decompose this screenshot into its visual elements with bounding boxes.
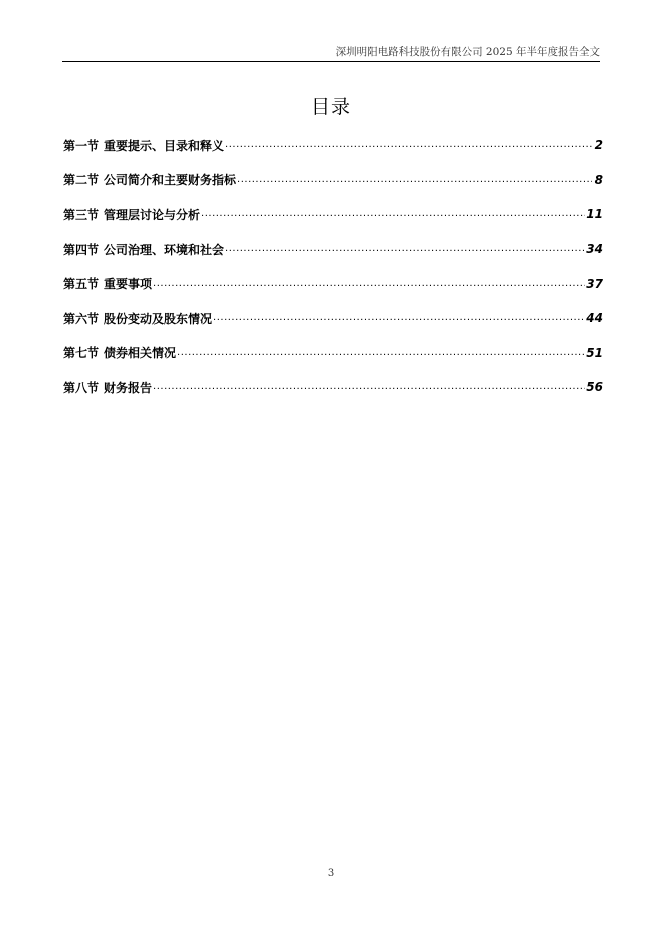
toc-title: 目录 <box>310 96 351 118</box>
toc-section-number: 第二节 <box>63 173 100 188</box>
toc-entry-1[interactable] <box>63 128 603 163</box>
toc-page-number: 56 <box>586 380 603 395</box>
header-rule <box>62 61 600 62</box>
toc-page-number: 2 <box>594 138 603 153</box>
toc-dot-leader <box>201 207 585 221</box>
toc-section-label: 财务报告 <box>104 380 153 395</box>
page-number: 3 <box>327 868 335 879</box>
toc-section-number: 第三节 <box>63 207 100 222</box>
toc-entry-title <box>63 310 212 327</box>
toc-section-label: 管理层讨论与分析 <box>104 207 201 222</box>
toc-entry-title <box>63 137 224 154</box>
toc-entry-title <box>63 275 152 292</box>
toc-page-number: 34 <box>586 242 603 257</box>
toc-entry-title <box>63 241 224 258</box>
toc-page-number: 8 <box>594 172 603 187</box>
toc-entry-6[interactable] <box>63 301 603 336</box>
toc-entry-title <box>63 344 176 361</box>
toc-dot-leader <box>213 311 585 325</box>
toc-section-label: 重要事项 <box>104 277 153 292</box>
toc-section-label: 公司治理、环境和社会 <box>104 242 225 257</box>
toc-page-number: 37 <box>586 276 603 291</box>
toc-page-number: 11 <box>586 207 603 222</box>
toc-entry-title <box>63 206 200 223</box>
toc-section-number: 第四节 <box>63 242 100 257</box>
toc-section-label: 债券相关情况 <box>104 346 177 361</box>
toc-section-number: 第五节 <box>63 277 100 292</box>
toc-entry-title <box>63 171 236 188</box>
toc-section-number: 第六节 <box>63 311 100 326</box>
toc-entry-7[interactable] <box>63 336 603 371</box>
toc-dot-leader <box>225 242 585 256</box>
toc-dot-leader <box>153 277 585 291</box>
toc-entry-8[interactable] <box>63 370 603 405</box>
toc-entry-3[interactable] <box>63 197 603 232</box>
toc-section-number: 第一节 <box>63 138 100 153</box>
table-of-contents <box>63 128 603 405</box>
toc-section-number: 第七节 <box>63 346 100 361</box>
toc-dot-leader <box>237 173 592 187</box>
toc-entry-title <box>63 379 152 396</box>
running-header: 深圳明阳电路科技股份有限公司 2025 年半年度报告全文 <box>335 46 600 58</box>
toc-page-number: 51 <box>586 345 603 360</box>
toc-dot-leader <box>225 138 592 152</box>
toc-entry-4[interactable] <box>63 232 603 267</box>
toc-page-number: 44 <box>586 311 603 326</box>
toc-section-label: 重要提示、目录和释义 <box>104 138 225 153</box>
toc-dot-leader <box>177 346 585 360</box>
toc-section-label: 股份变动及股东情况 <box>104 311 213 326</box>
toc-entry-5[interactable] <box>63 266 603 301</box>
toc-section-label: 公司简介和主要财务指标 <box>104 173 237 188</box>
toc-dot-leader <box>153 380 585 394</box>
toc-section-number: 第八节 <box>63 380 100 395</box>
toc-entry-2[interactable] <box>63 163 603 198</box>
